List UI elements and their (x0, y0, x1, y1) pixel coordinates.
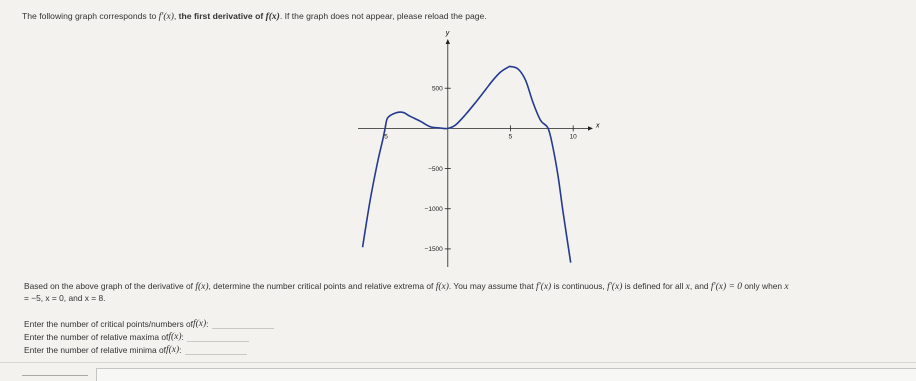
x-tick-label-5: 5 (508, 133, 513, 141)
relative-maxima-label: Enter the number of relative maxima of (24, 332, 169, 342)
relative-maxima-row (24, 329, 274, 342)
critical-points-input[interactable] (212, 319, 274, 329)
graph-ticks (384, 85, 577, 253)
critical-points-row (24, 316, 274, 329)
relative-minima-colon: : (179, 345, 182, 355)
relative-minima-input[interactable] (185, 345, 247, 355)
y-tick-label--1000: −1000 (424, 205, 443, 213)
question-p2: , determine the number critical points and relative extrema of (208, 281, 436, 291)
intro-bold: the first derivative of (178, 11, 266, 21)
question-p7: only when (742, 281, 785, 291)
footer-divider (0, 362, 916, 363)
question-p6: , and (689, 281, 711, 291)
relative-minima-label: Enter the number of relative minima of (24, 345, 166, 355)
intro-text (22, 11, 487, 22)
answer-fields (24, 316, 274, 355)
intro-fx: f(x) (265, 12, 280, 22)
question-fx2: f(x) (435, 282, 449, 292)
x-axis-arrow (588, 126, 593, 130)
question-fp3: f′(x) = 0 (710, 282, 743, 292)
derivative-graph (340, 30, 600, 275)
x-axis-label: x (596, 122, 600, 130)
critical-points-colon: : (206, 319, 209, 329)
graph-axes (358, 39, 593, 267)
question-p1: Based on the above graph of the derivative of (24, 281, 196, 291)
derivative-curve (363, 66, 571, 262)
question-line2: = −5, x = 0, and x = 8. (24, 292, 106, 303)
x-tick-label-neg5: 5 (384, 133, 388, 141)
intro-part3: . If the graph does not appear, please reload the page. (279, 11, 487, 21)
relative-maxima-colon: : (181, 332, 184, 342)
critical-points-func: f(x) (192, 319, 207, 329)
question-p5: is defined for all (622, 281, 686, 291)
intro-fprime: f′(x) (158, 12, 174, 22)
relative-maxima-input[interactable] (187, 332, 249, 342)
y-axis-label: y (445, 30, 450, 37)
y-tick-label--500: −500 (428, 165, 443, 173)
question-fp2: f′(x) (607, 282, 623, 292)
question-fp1: f′(x) (535, 282, 552, 292)
critical-points-label: Enter the number of critical points/numbers of (24, 319, 193, 329)
y-axis-arrow (446, 39, 450, 44)
intro-part1: The following graph corresponds to (22, 11, 159, 21)
relative-maxima-func: f(x) (168, 332, 182, 342)
question-xvar2: x (784, 282, 789, 292)
question-p4: is continuous, (551, 281, 608, 291)
x-tick-label-10: 10 (569, 133, 577, 141)
relative-minima-row (24, 342, 274, 355)
question-text (24, 281, 904, 303)
feedback-box-partial (96, 368, 916, 381)
question-fx1: f(x) (195, 282, 209, 292)
question-p3: . You may assume that (448, 281, 536, 291)
relative-minima-func: f(x) (165, 345, 180, 355)
intro-part2: , (173, 11, 179, 21)
y-tick-label-500: 500 (431, 85, 443, 93)
question-xvar: x (685, 282, 690, 292)
submit-button-partial[interactable] (22, 375, 88, 381)
y-tick-label--1500: −1500 (424, 246, 443, 254)
